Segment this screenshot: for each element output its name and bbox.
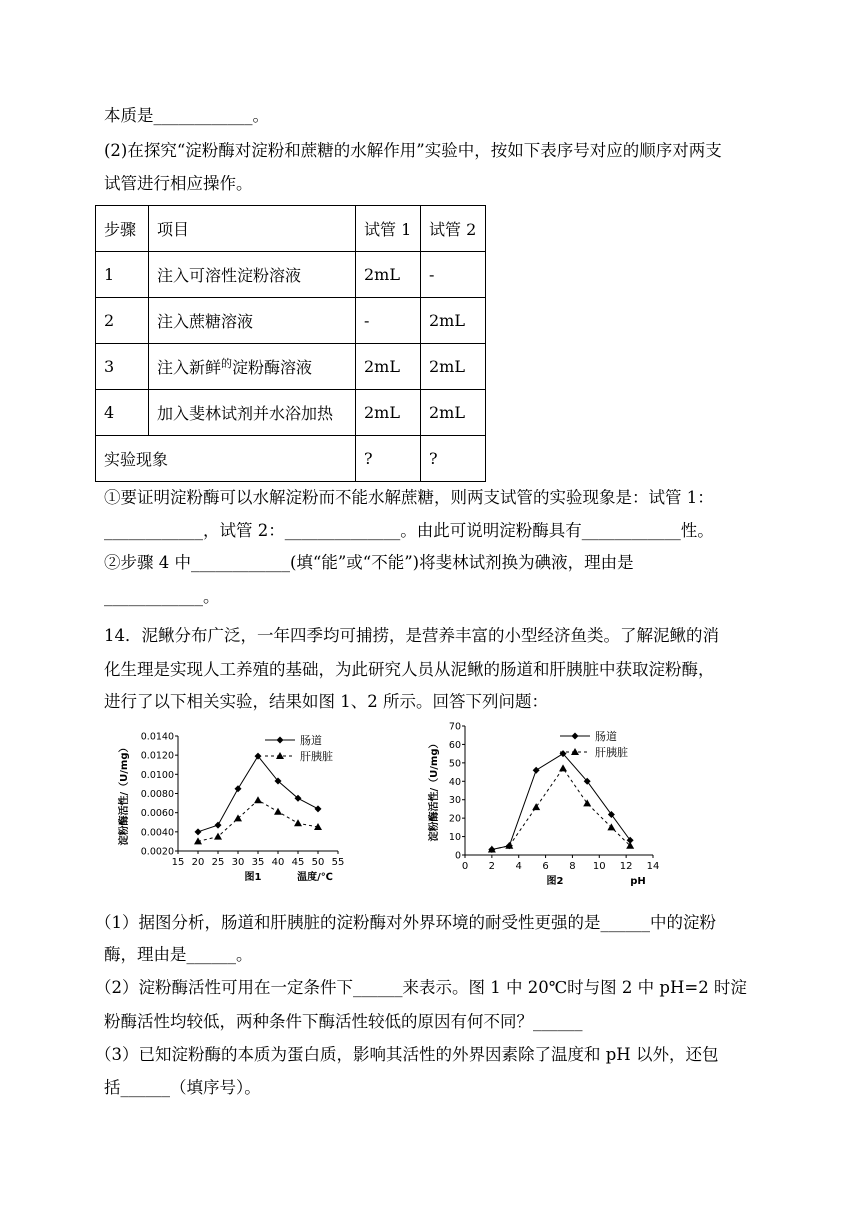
x-tick-label: 4 xyxy=(515,861,522,872)
q14-sub3-line1: （3）已知淀粉酶的本质为蛋白质，影响其活性的外界因素除了温度和 pH 以外，还包 xyxy=(95,1045,719,1064)
header-item: 项目 xyxy=(149,206,356,252)
phenomenon-tube1: ? xyxy=(356,436,421,482)
y-tick-label: 50 xyxy=(448,758,461,770)
x-tick-label: 0 xyxy=(461,861,469,872)
row-tube1: 2mL xyxy=(356,390,421,436)
row-item xyxy=(149,298,356,344)
legend-label: 肠道 xyxy=(595,730,617,743)
legend-marker xyxy=(572,733,579,740)
question-14-line2: 化生理是实现人工养殖的基础，为此研究人员从泥鳅的肠道和肝胰脏中获取淀粉酶， xyxy=(104,660,715,679)
q14-sub2-line2: 粉酶活性均较低，两种条件下酶活性较低的原因有何不同？______ xyxy=(104,1012,583,1031)
legend-label: 肝胰脏 xyxy=(595,746,628,759)
q14-sub1-line2: 酶，理由是______。 xyxy=(104,945,253,964)
x-tick-label: 6 xyxy=(542,861,549,872)
table-row xyxy=(96,344,486,390)
table-row xyxy=(96,252,486,298)
y-tick-label: 0.0080 xyxy=(140,789,174,800)
data-point xyxy=(195,828,202,835)
row-item xyxy=(149,344,356,390)
sub-question-2-blank: ____________。 xyxy=(104,587,220,606)
table-row-phenomenon xyxy=(96,436,486,482)
data-point xyxy=(235,785,242,792)
q14-sub2-line1: （2）淀粉酶活性可用在一定条件下______来表示。图 1 中 20℃时与图 2 中 pH=2 时淀 xyxy=(95,978,747,997)
table-header-row xyxy=(96,206,486,252)
header-step: 步骤 xyxy=(96,206,149,252)
sub-question-1: ①要证明淀粉酶可以水解淀粉而不能水解蔗糖，则两支试管的实验现象是：试管 1： xyxy=(104,488,714,507)
x-tick-label: 10 xyxy=(592,861,606,872)
row-tube1: - xyxy=(356,298,421,344)
row-tube2: 2mL xyxy=(421,390,486,436)
y-tick-label: 0.0100 xyxy=(140,769,174,781)
header-tube1: 试管 1 xyxy=(356,206,421,252)
y-tick-label: 40 xyxy=(448,776,461,788)
x-tick-label: 40 xyxy=(271,857,285,868)
legend-label: 肠道 xyxy=(300,734,322,747)
data-point xyxy=(533,767,540,774)
data-point xyxy=(274,808,282,815)
row-item-text: 加入斐林试剂并水浴加热 xyxy=(157,404,334,423)
row-step: 2 xyxy=(96,298,149,344)
data-point xyxy=(254,796,262,803)
sub-question-2: ②步骤 4 中____________(填“能”或“不能”)将斐林试剂换为碘液，理由是 xyxy=(104,553,634,572)
y-tick-label: 0.0020 xyxy=(140,846,174,858)
row-tube2: 2mL xyxy=(421,344,486,390)
y-tick-label: 0.0140 xyxy=(140,731,174,743)
legend-marker xyxy=(277,737,284,744)
x-tick-label: 50 xyxy=(311,857,325,868)
x-tick-label: 12 xyxy=(619,861,633,872)
row-item xyxy=(149,390,356,436)
line-essence: 本质是____________。 xyxy=(104,106,269,125)
data-point xyxy=(532,803,540,810)
figure-2-chart xyxy=(425,716,665,886)
row-tube2: - xyxy=(421,252,486,298)
data-point xyxy=(608,811,615,818)
table-row xyxy=(96,298,486,344)
q14-sub1-line1: （1）据图分析，肠道和肝胰脏的淀粉酶对外界环境的耐受性更强的是______中的淀粉 xyxy=(95,913,716,932)
data-point xyxy=(607,823,615,830)
figure-1-chart xyxy=(105,718,345,883)
x-tick-label: 35 xyxy=(251,857,265,868)
question-14-line1: 14．泥鳅分布广泛，一年四季均可捕捞，是营养丰富的小型经济鱼类。了解泥鳅的消 xyxy=(104,626,719,645)
x-tick-label: 45 xyxy=(291,857,305,868)
y-axis-label: 淀粉酶活性/（U/mg） xyxy=(119,742,130,846)
row-tube1: 2mL xyxy=(356,252,421,298)
chart-title: 图2 xyxy=(546,876,564,886)
row-step: 4 xyxy=(96,390,149,436)
x-tick-label: 8 xyxy=(569,861,576,872)
y-tick-label: 70 xyxy=(448,721,461,733)
x-tick-label: 14 xyxy=(646,861,660,872)
y-tick-label: 20 xyxy=(448,813,461,825)
row-step: 1 xyxy=(96,252,149,298)
row-item-text-post: 淀粉酶溶液 xyxy=(232,358,313,377)
row-item-text: 注入新鲜 xyxy=(157,358,222,377)
row-item xyxy=(149,252,356,298)
experiment-table xyxy=(95,205,486,482)
table-row xyxy=(96,390,486,436)
y-tick-label: 60 xyxy=(448,739,461,751)
phenomenon-tube2: ? xyxy=(421,436,486,482)
data-point xyxy=(315,805,322,812)
data-point xyxy=(583,799,591,806)
row-step: 3 xyxy=(96,344,149,390)
y-tick-label: 0.0040 xyxy=(140,827,174,839)
question-2-intro-cont: 试管进行相应操作。 xyxy=(104,174,253,193)
row-tube1: 2mL xyxy=(356,344,421,390)
y-tick-label: 30 xyxy=(448,795,461,807)
y-tick-label: 0.0120 xyxy=(140,750,174,762)
y-tick-label: 10 xyxy=(448,832,461,844)
x-axis-label: pH xyxy=(630,876,646,886)
q14-sub3-line2: 括______（填序号）。 xyxy=(104,1078,261,1097)
row-item-sup: 的 xyxy=(221,357,233,370)
data-point xyxy=(234,814,242,821)
y-tick-label: 0 xyxy=(454,850,461,862)
header-tube2: 试管 2 xyxy=(421,206,486,252)
question-14-line3: 进行了以下相关实验，结果如图 1、2 所示。回答下列问题： xyxy=(104,692,548,711)
data-point xyxy=(559,764,567,771)
question-2-intro: (2)在探究“淀粉酶对淀粉和蔗糖的水解作用”实验中，按如下表序号对应的顺序对两支 xyxy=(104,141,722,160)
x-tick-label: 55 xyxy=(331,857,345,868)
x-tick-label: 20 xyxy=(191,857,205,868)
data-point xyxy=(294,819,302,826)
series-line-0 xyxy=(198,756,318,832)
legend-label: 肝胰脏 xyxy=(300,750,333,763)
row-tube2: 2mL xyxy=(421,298,486,344)
phenomenon-label: 实验现象 xyxy=(96,436,356,482)
series-line-1 xyxy=(198,800,318,841)
row-item-text: 注入可溶性淀粉溶液 xyxy=(157,266,302,285)
row-item-text: 注入蔗糖溶液 xyxy=(157,312,254,331)
x-tick-label: 2 xyxy=(488,861,496,872)
y-axis-label: 淀粉酶活性/（U/mg） xyxy=(429,738,440,842)
x-tick-label: 30 xyxy=(231,857,245,868)
x-tick-label: 25 xyxy=(211,857,225,868)
sub-question-1-blanks: ____________，试管 2：______________。由此可说明淀粉酶具有____________性。 xyxy=(104,521,714,540)
x-tick-label: 15 xyxy=(171,857,185,868)
y-tick-label: 0.0060 xyxy=(140,808,174,820)
data-point xyxy=(215,822,222,829)
x-axis-label: 温度/℃ xyxy=(297,872,333,883)
chart-title: 图1 xyxy=(244,872,262,883)
